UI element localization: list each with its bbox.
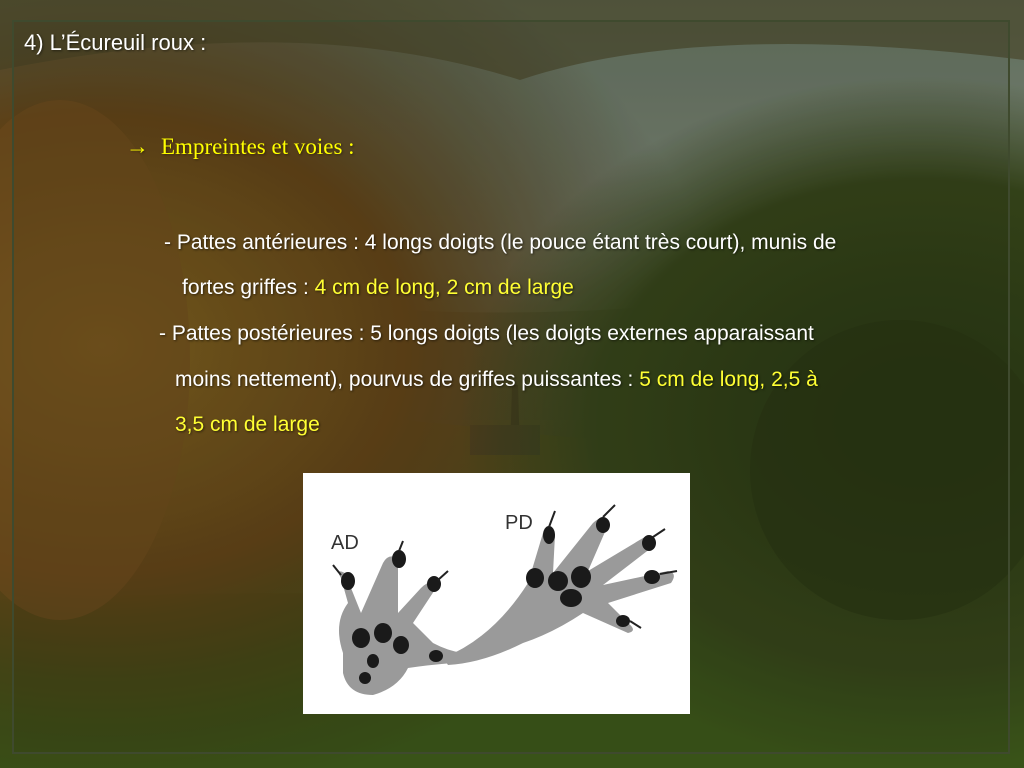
anterior-line-1: - Pattes antérieures : 4 longs doigts (le pouce étant très court), munis de xyxy=(164,231,837,254)
label-ad: AD xyxy=(331,532,359,554)
posterior-prefix: moins nettement), pourvus de griffes puissantes : xyxy=(175,368,640,391)
paw-prints-drawing xyxy=(303,473,690,714)
arrow-icon: → xyxy=(126,134,149,159)
posterior-line-2 xyxy=(175,368,818,392)
anterior-prefix: fortes griffes : xyxy=(182,276,315,299)
slide-title: 4) L’Écureuil roux : xyxy=(24,30,207,55)
posterior-line-1: - Pattes postérieures : 5 longs doigts (les doigts externes apparaissant xyxy=(159,322,814,345)
section-title: Empreintes et voies : xyxy=(161,134,355,159)
section-heading xyxy=(126,134,355,160)
paw-prints-figure xyxy=(303,473,690,714)
anterior-dimensions: 4 cm de long, 2 cm de large xyxy=(314,276,574,299)
anterior-line-2 xyxy=(182,276,574,300)
posterior-dimensions-part2: 3,5 cm de large xyxy=(175,413,320,436)
anterior-paw-print xyxy=(333,541,463,695)
posterior-dimensions-part1: 5 cm de long, 2,5 à xyxy=(639,368,818,391)
label-pd: PD xyxy=(505,512,533,534)
posterior-paw-print xyxy=(443,505,677,665)
